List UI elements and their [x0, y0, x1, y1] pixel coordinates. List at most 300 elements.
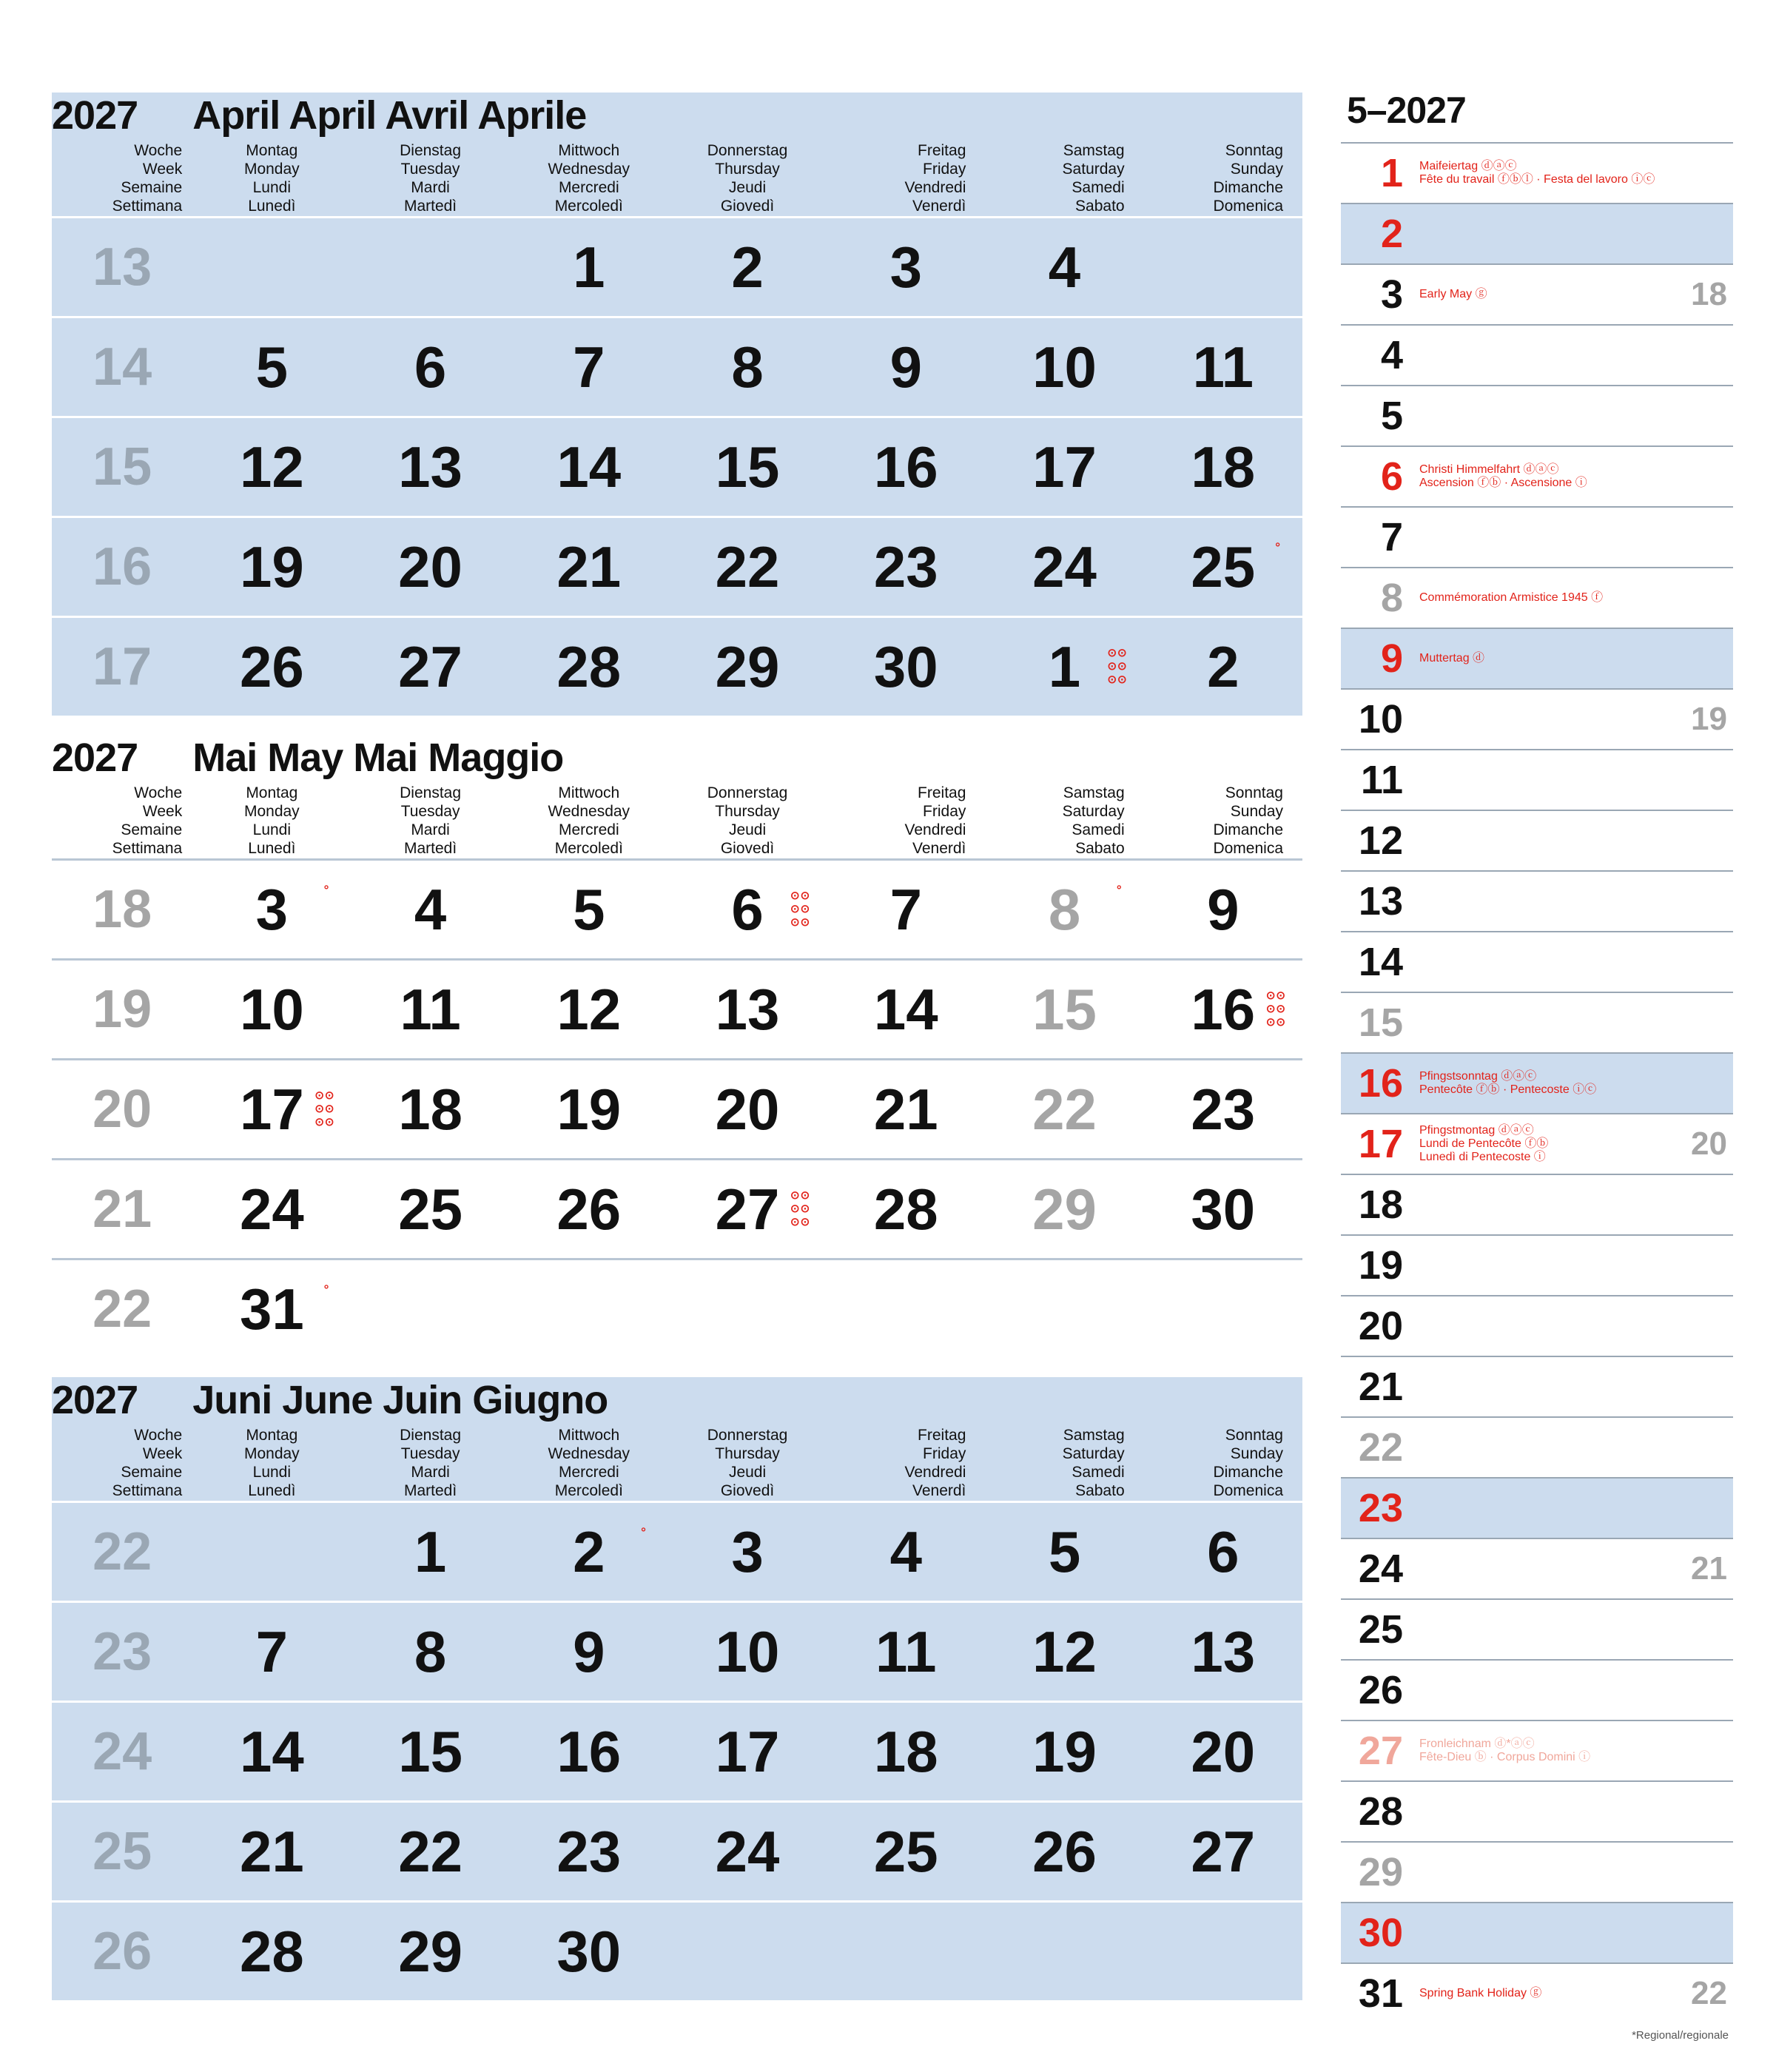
day-cell[interactable] — [827, 517, 985, 617]
day-list-row[interactable] — [1341, 1780, 1733, 1841]
day-cell[interactable] — [827, 1160, 985, 1259]
day-cell[interactable] — [1144, 1702, 1302, 1802]
holiday-marker-icon: ⊙⊙ — [314, 1103, 335, 1115]
day-number: 7 — [255, 1618, 289, 1684]
month-table-juni — [52, 1377, 1302, 2000]
week-row — [52, 1502, 1302, 1602]
day-cell[interactable] — [985, 317, 1143, 417]
day-list-row[interactable] — [1341, 445, 1733, 506]
day-cell-empty — [827, 1902, 985, 2001]
day-list-number: 26 — [1358, 1668, 1403, 1712]
holiday-marker-icon: ⊙⊙ — [1107, 660, 1128, 673]
weekday-label-wednesday: Mittwoch Wednesday Mercredi Mercoledì — [548, 784, 630, 857]
holiday-marker-icon: ⊙⊙ — [790, 889, 811, 902]
day-list-row[interactable] — [1341, 203, 1733, 263]
day-number: 8 — [1048, 876, 1081, 942]
day-number: 2 — [573, 1518, 605, 1584]
day-cell[interactable] — [1144, 1602, 1302, 1702]
day-cell[interactable] — [985, 1802, 1143, 1902]
day-cell[interactable] — [827, 960, 985, 1060]
day-number: 23 — [556, 1818, 622, 1884]
day-cell[interactable] — [351, 1702, 509, 1802]
day-cell[interactable] — [668, 1502, 827, 1602]
day-cell[interactable] — [1144, 1502, 1302, 1602]
day-cell[interactable] — [510, 218, 668, 317]
day-list-week-number: 22 — [1691, 1975, 1727, 2011]
day-cell[interactable] — [192, 1902, 351, 2001]
day-cell[interactable] — [985, 218, 1143, 317]
week-number-cell: 13 — [52, 218, 192, 317]
day-cell[interactable] — [1144, 860, 1302, 960]
weekday-label-sunday: Sonntag Sunday Dimanche Domenica — [1213, 1427, 1283, 1499]
day-cell[interactable] — [827, 1060, 985, 1160]
day-list-row[interactable] — [1341, 870, 1733, 931]
week-row — [52, 1259, 1302, 1359]
day-cell[interactable] — [510, 1502, 668, 1602]
month-tables — [52, 92, 1302, 2000]
day-list-number: 24 — [1358, 1547, 1403, 1591]
month-name-label: Juni June Juin Giugno — [192, 1378, 608, 1422]
day-list-number: 9 — [1380, 636, 1403, 681]
day-list-row[interactable] — [1341, 688, 1733, 749]
day-list-row[interactable] — [1341, 810, 1733, 870]
month-table-mai — [52, 735, 1302, 1358]
day-cell[interactable] — [192, 417, 351, 517]
day-number: 18 — [398, 1076, 462, 1142]
holiday-marker-icon: ⊙⊙ — [790, 916, 811, 929]
week-number-cell: 26 — [52, 1902, 192, 2001]
day-cell[interactable] — [827, 417, 985, 517]
day-list-row[interactable] — [1341, 1113, 1733, 1174]
day-cell[interactable] — [510, 1802, 668, 1902]
day-cell[interactable] — [985, 417, 1143, 517]
week-row — [52, 1160, 1302, 1259]
day-cell[interactable] — [985, 517, 1143, 617]
day-list-row[interactable] — [1341, 324, 1733, 385]
weekday-label-wednesday: Mittwoch Wednesday Mercredi Mercoledì — [548, 1427, 630, 1499]
day-cell[interactable] — [985, 1702, 1143, 1802]
day-cell[interactable] — [827, 860, 985, 960]
day-list-number: 14 — [1358, 940, 1403, 984]
day-number: 30 — [556, 1918, 622, 1984]
week-row — [52, 1902, 1302, 2001]
week-label-column: Woche Week Semaine Settimana — [112, 784, 183, 857]
week-number-cell: 23 — [52, 1602, 192, 1702]
day-cell[interactable] — [668, 1802, 827, 1902]
day-cell[interactable] — [668, 1160, 827, 1259]
weekday-label-sunday: Sonntag Sunday Dimanche Domenica — [1213, 784, 1283, 857]
week-row — [52, 960, 1302, 1060]
month-table-april — [52, 92, 1302, 716]
week-row — [52, 1802, 1302, 1902]
day-number: 5 — [255, 334, 289, 400]
day-list-row[interactable] — [1341, 1477, 1733, 1538]
day-list-panel — [1341, 89, 1733, 2042]
day-list-row[interactable] — [1341, 506, 1733, 567]
day-cell[interactable] — [827, 617, 985, 716]
day-list-row[interactable] — [1341, 992, 1733, 1052]
day-cell[interactable] — [827, 1802, 985, 1902]
day-cell-empty — [192, 1502, 351, 1602]
day-number: 28 — [239, 1918, 304, 1984]
day-number: 19 — [239, 534, 304, 599]
day-list-rows — [1341, 142, 1733, 2023]
holiday-marker-icon: ⊙⊙ — [790, 1189, 811, 1202]
day-cell[interactable] — [192, 1060, 351, 1160]
day-list-row[interactable] — [1341, 1052, 1733, 1113]
day-number: 12 — [556, 976, 622, 1042]
day-number: 15 — [715, 434, 780, 500]
day-list-row[interactable] — [1341, 1356, 1733, 1416]
month-year-label: 2027 — [52, 736, 138, 780]
day-cell[interactable] — [1144, 1160, 1302, 1259]
holiday-markers — [790, 891, 810, 928]
day-number: 11 — [875, 1618, 937, 1684]
day-cell[interactable] — [827, 317, 985, 417]
holiday-marker-icon: ⊙⊙ — [314, 1089, 335, 1102]
day-number: 20 — [1191, 1718, 1256, 1784]
day-list-number: 20 — [1358, 1304, 1403, 1348]
day-number: 29 — [715, 633, 780, 699]
day-number: 2 — [1207, 633, 1240, 699]
holiday-marker-icon: ⊙⊙ — [1265, 1003, 1286, 1015]
day-number: 9 — [889, 334, 922, 400]
holiday-markers — [314, 1091, 334, 1128]
day-number: 1 — [1048, 633, 1081, 699]
day-list-number: 27 — [1358, 1729, 1403, 1773]
day-number: 19 — [1032, 1718, 1097, 1784]
day-list-number: 28 — [1358, 1789, 1403, 1834]
day-number: 26 — [556, 1176, 622, 1242]
week-number-cell: 25 — [52, 1802, 192, 1902]
week-row — [52, 1602, 1302, 1702]
day-number: 21 — [556, 534, 622, 599]
day-cell[interactable] — [985, 1160, 1143, 1259]
day-list-number: 8 — [1380, 576, 1403, 620]
day-number: 25 — [873, 1818, 938, 1884]
day-number: 11 — [1192, 334, 1254, 400]
day-cell[interactable] — [668, 960, 827, 1060]
day-cell[interactable] — [351, 1502, 509, 1602]
day-number: 18 — [873, 1718, 938, 1784]
day-list-row[interactable] — [1341, 1174, 1733, 1234]
day-number: 8 — [731, 334, 764, 400]
weekday-label-friday: Freitag Friday Vendredi Venerdì — [904, 142, 966, 215]
day-list-number: 12 — [1358, 818, 1403, 863]
day-list-week-number: 20 — [1691, 1126, 1727, 1162]
week-number-cell: 15 — [52, 417, 192, 517]
day-cell[interactable] — [668, 517, 827, 617]
day-number: 2 — [731, 234, 764, 300]
day-cell-empty — [985, 1259, 1143, 1359]
day-cell[interactable] — [510, 517, 668, 617]
day-cell[interactable] — [1144, 617, 1302, 716]
week-label-column: Woche Week Semaine Settimana — [112, 142, 183, 215]
day-cell[interactable] — [668, 218, 827, 317]
day-cell[interactable] — [1144, 317, 1302, 417]
day-cell[interactable] — [510, 860, 668, 960]
day-cell[interactable] — [827, 218, 985, 317]
day-cell[interactable] — [668, 1060, 827, 1160]
day-list-row[interactable] — [1341, 931, 1733, 992]
day-number: 23 — [873, 534, 938, 599]
day-cell[interactable] — [510, 617, 668, 716]
month-name-label: Mai May Mai Maggio — [192, 736, 564, 780]
day-cell[interactable] — [351, 860, 509, 960]
day-number: 21 — [873, 1076, 938, 1142]
day-list-number: 13 — [1358, 879, 1403, 924]
weekday-label-monday: Montag Monday Lundi Lunedì — [243, 1427, 300, 1499]
weekday-label-wednesday: Mittwoch Wednesday Mercredi Mercoledì — [548, 142, 630, 215]
day-cell[interactable] — [985, 1602, 1143, 1702]
day-cell-empty — [827, 1259, 985, 1359]
day-cell[interactable] — [192, 860, 351, 960]
day-list-number: 1 — [1380, 151, 1403, 195]
month-name-label: April April Avril Aprile — [192, 93, 587, 138]
day-number: 12 — [1032, 1618, 1097, 1684]
day-list-number: 25 — [1358, 1607, 1403, 1652]
day-cell[interactable] — [510, 1702, 668, 1802]
day-cell[interactable] — [510, 317, 668, 417]
day-number: 24 — [239, 1176, 304, 1242]
day-cell[interactable] — [827, 1602, 985, 1702]
day-cell[interactable] — [668, 617, 827, 716]
day-number: 23 — [1191, 1076, 1256, 1142]
week-number-cell: 20 — [52, 1060, 192, 1160]
day-list-row[interactable] — [1341, 1295, 1733, 1356]
day-cell[interactable] — [510, 417, 668, 517]
day-number: 6 — [414, 334, 447, 400]
weekday-label-monday: Montag Monday Lundi Lunedì — [243, 784, 300, 857]
day-cell[interactable] — [351, 517, 509, 617]
day-list-week-number: 19 — [1691, 701, 1727, 737]
day-number: 1 — [414, 1518, 447, 1584]
day-cell[interactable] — [985, 860, 1143, 960]
day-list-event: Spring Bank Holiday ⓖ — [1419, 1987, 1542, 1999]
week-number-cell: 22 — [52, 1259, 192, 1359]
day-cell-empty — [668, 1902, 827, 2001]
week-row — [52, 317, 1302, 417]
day-number: 25 — [398, 1176, 462, 1242]
day-cell[interactable] — [351, 1160, 509, 1259]
month-spacer — [52, 1358, 1302, 1377]
day-list-event: Early May ⓖ — [1419, 288, 1487, 300]
weekday-label-monday: Montag Monday Lundi Lunedì — [243, 142, 300, 215]
day-list-row[interactable] — [1341, 385, 1733, 445]
day-list-number: 7 — [1380, 515, 1403, 559]
day-number: 26 — [239, 633, 304, 699]
day-cell[interactable] — [192, 617, 351, 716]
day-list-row[interactable] — [1341, 1538, 1733, 1598]
day-cell-empty — [1144, 1902, 1302, 2001]
weekday-label-thursday: Donnerstag Thursday Jeudi Giovedì — [707, 142, 788, 215]
week-number-cell: 24 — [52, 1702, 192, 1802]
day-list-number: 10 — [1358, 697, 1403, 741]
day-number: 14 — [873, 976, 938, 1042]
day-cell[interactable] — [510, 1160, 668, 1259]
moon-phase-icon: ° — [323, 883, 329, 897]
week-row — [52, 617, 1302, 716]
day-number: 16 — [1191, 976, 1256, 1042]
day-list-number: 19 — [1358, 1243, 1403, 1288]
day-list-row[interactable] — [1341, 1598, 1733, 1659]
day-cell[interactable] — [668, 417, 827, 517]
day-cell[interactable] — [351, 1060, 509, 1160]
day-list-week-number: 21 — [1691, 1550, 1727, 1587]
day-number: 28 — [556, 633, 622, 699]
day-number: 27 — [398, 633, 462, 699]
day-number: 9 — [1207, 876, 1240, 942]
day-number: 21 — [239, 1818, 304, 1884]
day-list-row[interactable] — [1341, 1962, 1733, 2023]
day-cell[interactable] — [827, 1702, 985, 1802]
day-list-row[interactable] — [1341, 1416, 1733, 1477]
day-number: 1 — [573, 234, 605, 300]
day-cell[interactable] — [351, 1802, 509, 1902]
week-number-cell: 22 — [52, 1502, 192, 1602]
day-number: 13 — [398, 434, 462, 500]
weekday-label-saturday: Samstag Saturday Samedi Sabato — [1062, 142, 1125, 215]
day-number: 28 — [873, 1176, 938, 1242]
day-number: 4 — [889, 1518, 922, 1584]
day-cell[interactable] — [192, 1602, 351, 1702]
week-number-cell: 16 — [52, 517, 192, 617]
day-number: 24 — [715, 1818, 780, 1884]
day-number: 22 — [1032, 1076, 1097, 1142]
day-number: 22 — [398, 1818, 462, 1884]
day-cell[interactable] — [192, 1259, 351, 1359]
day-list-row[interactable] — [1341, 628, 1733, 688]
day-number: 13 — [1191, 1618, 1256, 1684]
day-cell[interactable] — [827, 1502, 985, 1602]
day-number: 13 — [715, 976, 780, 1042]
weekday-label-sunday: Sonntag Sunday Dimanche Domenica — [1213, 142, 1283, 215]
day-list-week-number: 18 — [1691, 276, 1727, 312]
day-cell[interactable] — [985, 1502, 1143, 1602]
day-list-row[interactable] — [1341, 1659, 1733, 1720]
week-number-cell: 19 — [52, 960, 192, 1060]
day-cell[interactable] — [192, 1160, 351, 1259]
day-list-event: Pfingstsonntag ⓓⓐⓒ Pentecôte ⓕⓑ · Pentecoste ⓘⓒ — [1419, 1070, 1597, 1096]
weekday-label-saturday: Samstag Saturday Samedi Sabato — [1062, 784, 1125, 857]
day-number: 17 — [715, 1718, 780, 1784]
day-cell[interactable] — [351, 417, 509, 517]
day-cell[interactable] — [351, 960, 509, 1060]
day-list-row[interactable] — [1341, 1720, 1733, 1780]
day-list-row[interactable] — [1341, 142, 1733, 203]
day-cell[interactable] — [1144, 960, 1302, 1060]
day-cell[interactable] — [985, 960, 1143, 1060]
day-cell[interactable] — [192, 960, 351, 1060]
day-list-number: 18 — [1358, 1183, 1403, 1227]
week-number-cell: 21 — [52, 1160, 192, 1259]
holiday-markers — [1266, 991, 1286, 1028]
day-number: 6 — [1207, 1518, 1240, 1584]
weekday-label-friday: Freitag Friday Vendredi Venerdì — [904, 1427, 966, 1499]
day-cell-empty — [668, 1259, 827, 1359]
day-list-number: 16 — [1358, 1061, 1403, 1106]
day-cell[interactable] — [192, 517, 351, 617]
day-number: 30 — [1191, 1176, 1256, 1242]
month-year-label: 2027 — [52, 1378, 138, 1422]
day-cell[interactable] — [351, 1602, 509, 1702]
day-number: 12 — [239, 434, 304, 500]
day-cell[interactable] — [668, 1702, 827, 1802]
day-cell[interactable] — [351, 1902, 509, 2001]
day-cell[interactable] — [985, 1060, 1143, 1160]
day-cell[interactable] — [668, 860, 827, 960]
day-cell[interactable] — [351, 617, 509, 716]
day-list-row[interactable] — [1341, 1234, 1733, 1295]
day-list-row[interactable] — [1341, 1841, 1733, 1902]
day-list-number: 31 — [1358, 1971, 1403, 2016]
month-year-label: 2027 — [52, 93, 138, 138]
day-number: 24 — [1032, 534, 1097, 599]
day-cell[interactable] — [1144, 517, 1302, 617]
day-list-number: 22 — [1358, 1425, 1403, 1470]
day-number: 20 — [715, 1076, 780, 1142]
day-number: 10 — [715, 1618, 780, 1684]
day-number: 27 — [715, 1176, 780, 1242]
day-list-row[interactable] — [1341, 567, 1733, 628]
holiday-markers — [790, 1191, 810, 1228]
week-row — [52, 218, 1302, 317]
day-number: 22 — [715, 534, 780, 599]
day-list-event: Commémoration Armistice 1945 ⓕ — [1419, 591, 1604, 604]
day-cell[interactable] — [510, 1060, 668, 1160]
day-cell[interactable] — [1144, 1802, 1302, 1902]
day-number: 10 — [239, 976, 304, 1042]
day-cell[interactable] — [510, 1602, 668, 1702]
day-cell[interactable] — [192, 1802, 351, 1902]
day-list-number: 2 — [1380, 212, 1403, 256]
holiday-marker-icon: ⊙⊙ — [1107, 647, 1128, 659]
day-number: 16 — [556, 1718, 622, 1784]
week-row — [52, 517, 1302, 617]
day-cell[interactable] — [668, 1602, 827, 1702]
day-list-row[interactable] — [1341, 263, 1733, 324]
weekday-label-tuesday: Dienstag Tuesday Mardi Martedì — [400, 1427, 462, 1499]
day-cell[interactable] — [1144, 1060, 1302, 1160]
holiday-marker-icon: ⊙⊙ — [1107, 673, 1128, 686]
day-number: 15 — [398, 1718, 462, 1784]
weekday-label-friday: Freitag Friday Vendredi Venerdì — [904, 784, 966, 857]
day-list-event: Maifeiertag ⓓⓐⓒ Fête du travail ⓕⓑⓛ · Festa del lavoro ⓘⓒ — [1419, 160, 1655, 186]
day-cell[interactable] — [668, 317, 827, 417]
holiday-marker-icon: ⊙⊙ — [790, 1216, 811, 1228]
day-cell[interactable] — [510, 960, 668, 1060]
day-number: 3 — [731, 1518, 764, 1584]
day-cell-empty — [192, 218, 351, 317]
day-cell[interactable] — [1144, 417, 1302, 517]
holiday-marker-icon: ⊙⊙ — [790, 1202, 811, 1215]
day-number: 18 — [1191, 434, 1256, 500]
day-cell[interactable] — [351, 317, 509, 417]
day-list-number: 6 — [1380, 454, 1403, 499]
day-cell[interactable] — [985, 617, 1143, 716]
day-list-row[interactable] — [1341, 1902, 1733, 1962]
week-row — [52, 1702, 1302, 1802]
day-cell[interactable] — [192, 317, 351, 417]
weekday-label-tuesday: Dienstag Tuesday Mardi Martedì — [400, 142, 461, 215]
day-cell[interactable] — [192, 1702, 351, 1802]
day-number: 7 — [573, 334, 605, 400]
weekday-label-thursday: Donnerstag Thursday Jeudi Giovedì — [707, 1427, 788, 1499]
day-list-number: 23 — [1358, 1486, 1403, 1530]
day-list-row[interactable] — [1341, 749, 1733, 810]
day-cell[interactable] — [510, 1902, 668, 2001]
day-cell-empty — [985, 1902, 1143, 2001]
